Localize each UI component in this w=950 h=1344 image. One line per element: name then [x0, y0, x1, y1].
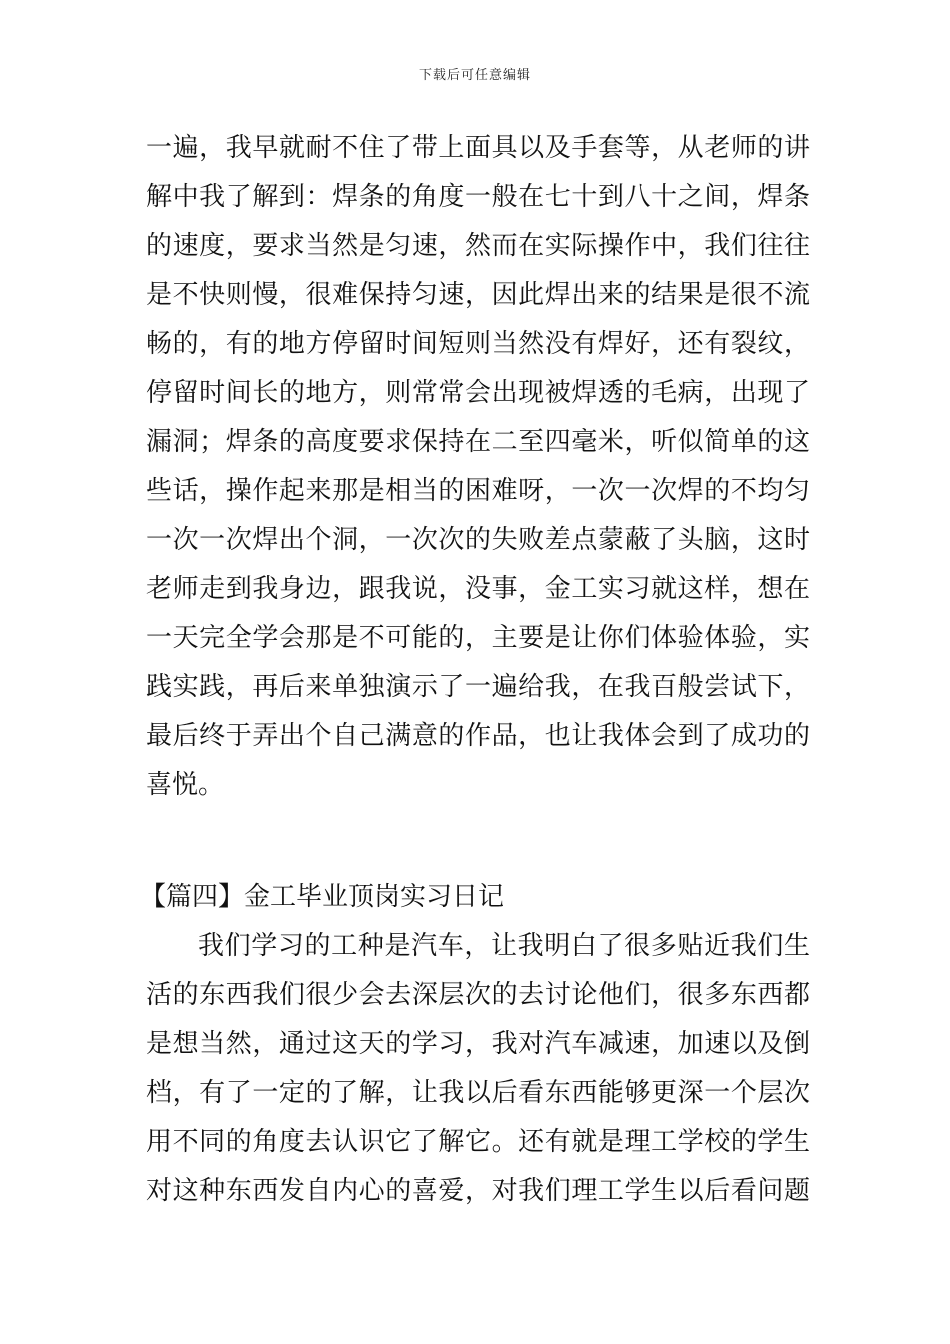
- paragraph-line: 解中我了解到：焊条的角度一般在七十到八十之间，焊条: [146, 182, 810, 212]
- paragraph-line: 畅的，有的地方停留时间短则当然没有焊好，还有裂纹，: [146, 329, 810, 359]
- header-note: 下载后可任意编辑: [418, 68, 531, 83]
- paragraph-line: 漏洞；焊条的高度要求保持在二至四毫米，听似简单的这: [146, 427, 810, 457]
- paragraph-2: [146, 922, 810, 1216]
- paragraph-1: [146, 124, 810, 810]
- paragraph-line: 的速度，要求当然是匀速，然而在实际操作中，我们往往: [146, 231, 810, 261]
- paragraph-line: 些话，操作起来那是相当的困难呀，一次一次焊的不均匀: [146, 476, 810, 506]
- paragraph-line: 是不快则慢，很难保持匀速，因此焊出来的结果是很不流: [146, 280, 810, 310]
- paragraph-line: 喜悦。: [146, 770, 225, 800]
- paragraph-line: 档，有了一定的了解，让我以后看东西能够更深一个层次: [146, 1078, 810, 1108]
- section-heading: 【篇四】金工毕业顶岗实习日记: [140, 882, 505, 912]
- paragraph-line: 活的东西我们很少会去深层次的去讨论他们，很多东西都: [146, 980, 810, 1010]
- paragraph-line: 用不同的角度去认识它了解它。还有就是理工学校的学生: [146, 1127, 810, 1157]
- paragraph-line: 一遍，我早就耐不住了带上面具以及手套等，从老师的讲: [146, 133, 810, 163]
- paragraph-line: 是想当然，通过这天的学习，我对汽车减速，加速以及倒: [146, 1029, 810, 1059]
- paragraph-line: 对这种东西发自内心的喜爱，对我们理工学生以后看问题: [146, 1176, 810, 1206]
- paragraph-line: 最后终于弄出个自己满意的作品，也让我体会到了成功的: [146, 721, 810, 751]
- paragraph-line: 一天完全学会那是不可能的，主要是让你们体验体验，实: [146, 623, 810, 653]
- paragraph-line: 我们学习的工种是汽车，让我明白了很多贴近我们生: [198, 931, 810, 961]
- paragraph-line: 老师走到我身边，跟我说，没事，金工实习就这样，想在: [146, 574, 810, 604]
- paragraph-line: 一次一次焊出个洞，一次次的失败差点蒙蔽了头脑，这时: [146, 525, 810, 555]
- paragraph-line: 践实践，再后来单独演示了一遍给我，在我百般尝试下，: [146, 672, 810, 702]
- paragraph-line: 停留时间长的地方，则常常会出现被焊透的毛病，出现了: [146, 378, 810, 408]
